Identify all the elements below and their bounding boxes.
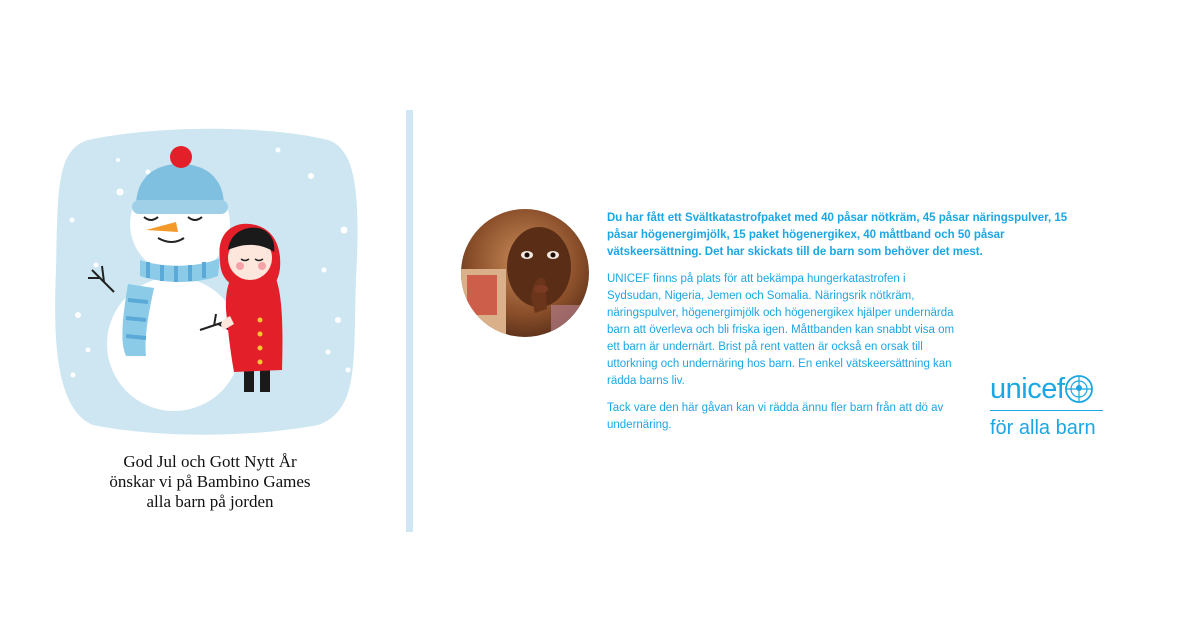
logo-rule bbox=[990, 410, 1103, 411]
unicef-tagline: för alla barn bbox=[990, 417, 1096, 439]
greeting-line-3: alla barn på jorden bbox=[146, 492, 274, 511]
greeting-line-2: önskar vi på Bambino Games bbox=[109, 472, 311, 491]
unicef-logo bbox=[990, 372, 1105, 442]
closing-paragraph: Tack vare den här gåvan kan vi rädda ännu fler barn från att dö av undernäring. bbox=[607, 402, 944, 431]
snowman-illustration bbox=[48, 120, 368, 440]
greeting-text bbox=[60, 452, 360, 512]
greeting-line-1: God Jul och Gott Nytt År bbox=[123, 452, 297, 471]
unicef-wordmark: unicef bbox=[990, 373, 1065, 405]
hat-pompom bbox=[170, 146, 192, 168]
vertical-divider bbox=[406, 110, 413, 532]
lead-paragraph: Du har fått ett Svältkatastrofpaket med 40 påsar nötkräm, 45 påsar näringspulver, 15 påsar högenergimjölk, 15 paket högenergikex, 40 måttband och 50 påsar vätskeersättning. Det har skickats till de barn som behöver det mest. bbox=[607, 212, 1068, 258]
unicef-emblem-icon bbox=[1064, 374, 1094, 404]
child-photo bbox=[461, 209, 589, 337]
body-paragraph: UNICEF finns på plats för att bekämpa hungerkatastrofen i Sydsudan, Nigeria, Jemen och Somalia. Näringsrik nötkräm, näringspulver, högenergimjölk och högenergikex hjälper undernärda barn att överleva och bli friska igen. Måttbanden kan snabbt visa om ett barn är undernärt. Brist på rent vatten är också en orsak till uttorkning och undernäring hos barn. En enkel vätskeersättning kan rädda barns liv. bbox=[607, 273, 955, 387]
